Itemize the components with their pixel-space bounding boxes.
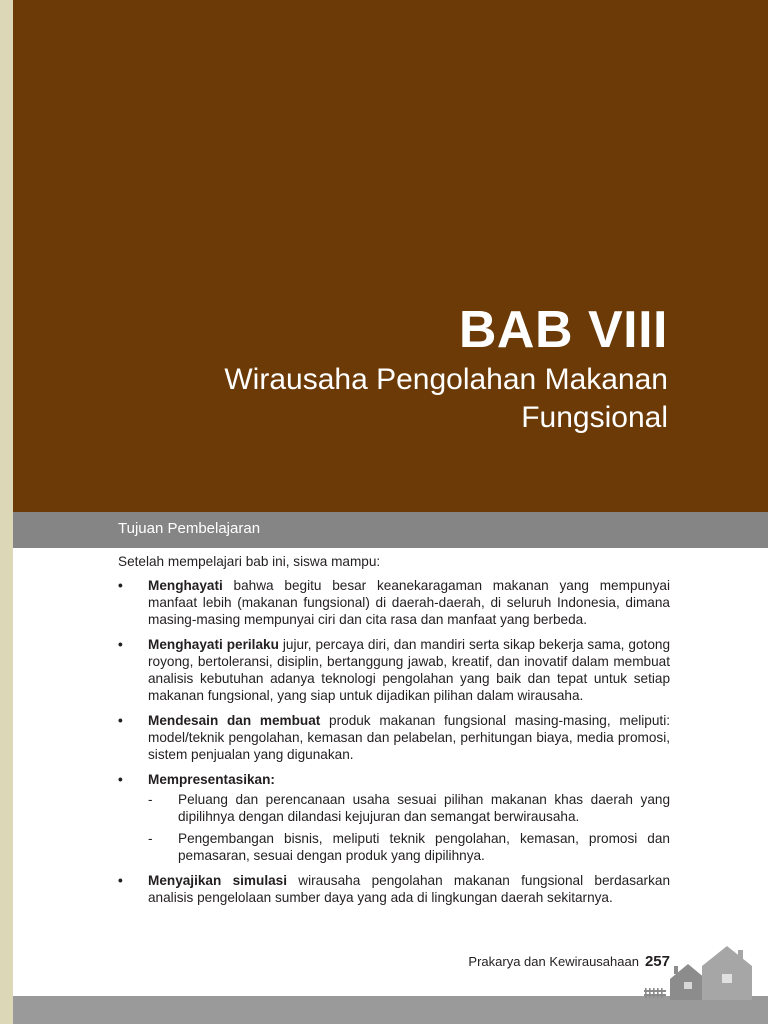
chapter-title-line-1: Wirausaha Pengolahan Makanan xyxy=(224,363,668,396)
objective-sub-list xyxy=(148,791,670,864)
objectives-intro: Setelah mempelajari bab ini, siswa mampu: xyxy=(118,554,381,569)
objective-text: produk makanan fungsional masing-masing, meliputi: model/teknik pengolahan, kemasan dan pelabelan, perhitungan biaya, media promosi, sistem penjualan yang digunakan. xyxy=(148,713,670,762)
bullet-icon: • xyxy=(118,873,123,888)
objectives-list xyxy=(118,577,670,906)
objective-text: jujur, percaya diri, dan mandiri serta sikap bekerja sama, gotong royong, bertoleransi, disiplin, bertanggung jawab, kreatif, dan inovatif dalam membuat analisis kebutuhan adanya teknologi pengolahan yang baik dan tepat untuk setiap makanan fungsional, yang siap untuk dijadikan pilihan dalam wirausaha. xyxy=(148,637,670,703)
houses-icon xyxy=(640,944,758,1000)
objective-keyword: Menghayati xyxy=(148,578,223,593)
objective-keyword: Menghayati perilaku xyxy=(148,637,279,652)
dash-icon: - xyxy=(148,792,153,807)
objective-sub-item xyxy=(148,830,670,864)
objective-item xyxy=(118,577,670,628)
bullet-icon: • xyxy=(118,713,123,728)
objective-sub-text: Pengembangan bisnis, meliputi teknik pengolahan, kemasan, promosi dan pemasaran, sesuai dengan produk yang dipilihnya. xyxy=(178,831,670,863)
objective-text: wirausaha pengolahan makanan fungsional berdasarkan analisis pengelolaan sumber daya yang ada di lingkungan daerah sekitarnya. xyxy=(148,873,671,905)
chapter-number: BAB VIII xyxy=(458,301,668,359)
objective-item xyxy=(118,636,670,704)
objective-item xyxy=(118,872,670,906)
objective-text: bahwa begitu besar keanekaragaman makanan yang mempunyai manfaat lebih (makanan fungsional) di daerah-daerah, di seluruh Indonesia, dimana masing-masing mempunyai ciri dan cita rasa dan manfaat yang berbeda. xyxy=(148,578,670,627)
objectives-content xyxy=(118,553,670,914)
objective-keyword: Menyajikan simulasi xyxy=(148,873,287,888)
objectives-section-label: Tujuan Pembelajaran xyxy=(118,520,261,537)
book-title: Prakarya dan Kewirausahaan xyxy=(468,954,639,969)
chapter-title xyxy=(108,361,668,437)
bullet-icon: • xyxy=(118,578,123,593)
objective-item xyxy=(118,712,670,763)
footer-bar xyxy=(13,996,768,1024)
bullet-icon: • xyxy=(118,637,123,652)
chapter-title-line-2: Fungsional xyxy=(521,401,668,434)
page-spine-strip xyxy=(0,0,13,1024)
objectives-section-bar xyxy=(13,512,768,548)
objective-keyword: Mendesain dan membuat xyxy=(148,713,321,728)
objective-sub-item xyxy=(148,791,670,825)
dash-icon: - xyxy=(148,831,153,846)
page-number: 257 xyxy=(644,953,670,970)
objective-item xyxy=(118,771,670,864)
bullet-icon: • xyxy=(118,772,123,787)
objective-keyword: Mempresentasikan: xyxy=(148,772,275,787)
objective-sub-text: Peluang dan perencanaan usaha sesuai pilihan makanan khas daerah yang dipilihnya dengan dilandasi kejujuran dan semangat berwirausaha. xyxy=(178,792,670,824)
